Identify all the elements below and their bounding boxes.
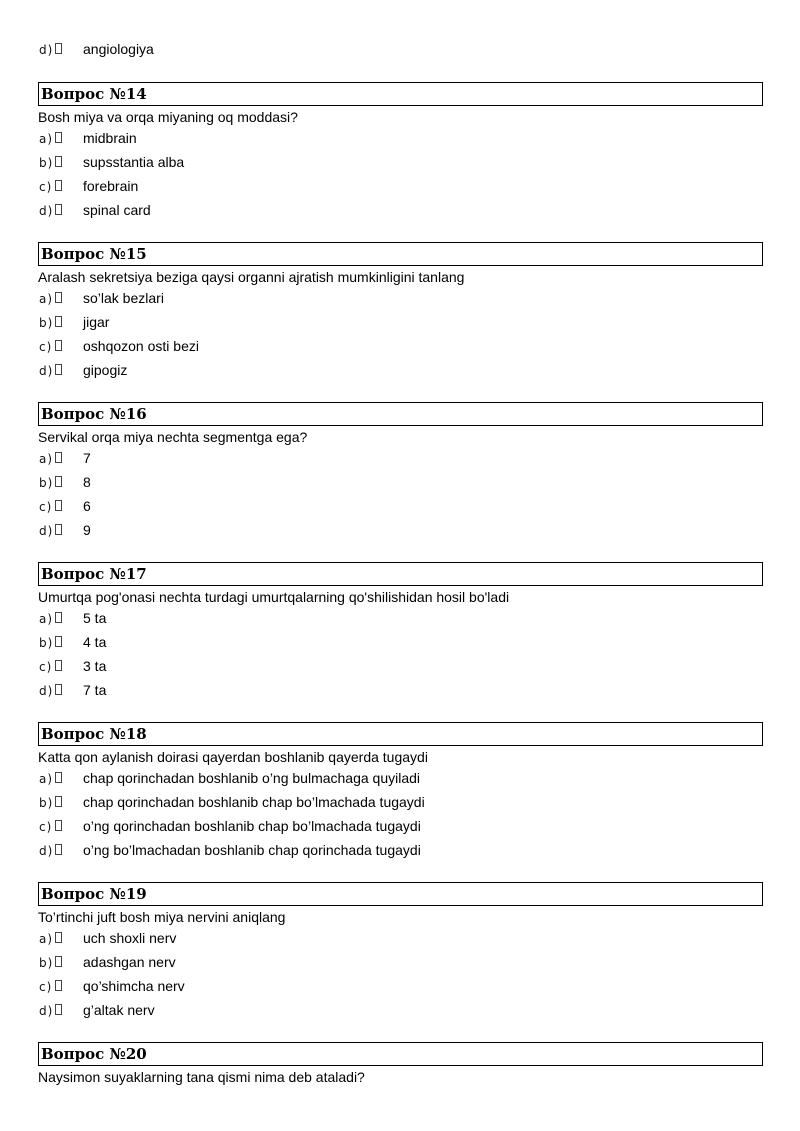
- option-text: supsstantia alba: [83, 154, 185, 170]
- checkbox-icon[interactable]: [55, 292, 62, 303]
- question-header: [38, 882, 763, 906]
- option-text: o’ng qorinchadan boshlanib chap bo’lmachada tugaydi: [83, 818, 421, 834]
- option-text: 5 ta: [83, 610, 107, 626]
- checkbox-icon[interactable]: [55, 956, 62, 967]
- option-text: gipogiz: [83, 362, 128, 378]
- question-title: Вопрос №16: [41, 405, 147, 423]
- question-text: Umurtqa pog'onasi nechta turdagi umurtqalarning qo'shilishidan hosil bo'ladi: [38, 589, 510, 605]
- question-title: Вопрос №15: [41, 245, 147, 263]
- checkbox-icon[interactable]: [55, 772, 62, 783]
- question-text: To’rtinchi juft bosh miya nervini aniqlang: [38, 909, 286, 925]
- option-letter: c): [39, 180, 53, 194]
- question-text: Servikal orqa miya nechta segmentga ega?: [38, 429, 308, 445]
- checkbox-icon[interactable]: [55, 660, 62, 671]
- checkbox-icon[interactable]: [55, 636, 62, 647]
- question-header: [38, 402, 763, 426]
- option-text: spinal card: [83, 202, 151, 218]
- option-text: chap qorinchadan boshlanib o’ng bulmachaga quyiladi: [83, 770, 421, 786]
- checkbox-icon[interactable]: [55, 340, 62, 351]
- option-text: 8: [83, 474, 91, 490]
- question-text: Aralash sekretsiya beziga qaysi organni ajratish mumkinligini tanlang: [38, 269, 465, 285]
- question-title: Вопрос №20: [41, 1045, 147, 1063]
- checkbox-icon[interactable]: [55, 364, 62, 375]
- question-title: Вопрос №17: [41, 565, 147, 583]
- option-text: 7: [83, 450, 91, 466]
- option-letter: b): [39, 476, 54, 490]
- option-text: 7 ta: [83, 682, 107, 698]
- question-header: [38, 1042, 763, 1066]
- option-letter: c): [39, 820, 53, 834]
- option-text: oshqozon osti bezi: [83, 338, 199, 354]
- option-letter: b): [39, 316, 54, 330]
- option-letter: d): [39, 204, 54, 218]
- option-letter: d): [39, 364, 54, 378]
- question-text: Naysimon suyaklarning tana qismi nima deb ataladi?: [38, 1069, 365, 1085]
- checkbox-icon[interactable]: [55, 820, 62, 831]
- checkbox-icon[interactable]: [55, 844, 62, 855]
- option-letter: d): [39, 1004, 54, 1018]
- option-text: 9: [83, 522, 91, 538]
- checkbox-icon[interactable]: [55, 452, 62, 463]
- option-letter: b): [39, 796, 54, 810]
- option-letter: d): [39, 684, 54, 698]
- question-header: [38, 722, 763, 746]
- checkbox-icon[interactable]: [55, 524, 62, 535]
- question-text: Katta qon aylanish doirasi qayerdan boshlanib qayerda tugaydi: [38, 749, 428, 765]
- option-text: forebrain: [83, 178, 139, 194]
- checkbox-icon[interactable]: [55, 204, 62, 215]
- question-title: Вопрос №18: [41, 725, 147, 743]
- option-text: g’altak nerv: [83, 1002, 155, 1018]
- option-text: 4 ta: [83, 634, 107, 650]
- option-letter: c): [39, 340, 53, 354]
- option-letter: d): [39, 524, 54, 538]
- option-letter: b): [39, 156, 54, 170]
- checkbox-icon[interactable]: [55, 156, 62, 167]
- option-text: adashgan nerv: [83, 954, 176, 970]
- option-letter: c): [39, 660, 53, 674]
- question-header: [38, 562, 763, 586]
- checkbox-icon[interactable]: [55, 932, 62, 943]
- option-letter: c): [39, 500, 53, 514]
- option-letter: b): [39, 636, 54, 650]
- option-text: qo’shimcha nerv: [83, 978, 185, 994]
- option-text: midbrain: [83, 130, 137, 146]
- checkbox-icon[interactable]: [55, 43, 62, 54]
- checkbox-icon[interactable]: [55, 796, 62, 807]
- checkbox-icon[interactable]: [55, 612, 62, 623]
- option-letter: a): [39, 452, 54, 466]
- question-title: Вопрос №19: [41, 885, 147, 903]
- option-text: angiologiya: [83, 41, 154, 57]
- checkbox-icon[interactable]: [55, 316, 62, 327]
- checkbox-icon[interactable]: [55, 1004, 62, 1015]
- checkbox-icon[interactable]: [55, 980, 62, 991]
- option-letter: a): [39, 292, 54, 306]
- checkbox-icon[interactable]: [55, 476, 62, 487]
- checkbox-icon[interactable]: [55, 684, 62, 695]
- option-letter: d): [39, 43, 54, 57]
- option-text: uch shoxli nerv: [83, 930, 177, 946]
- checkbox-icon[interactable]: [55, 500, 62, 511]
- option-text: jigar: [83, 314, 110, 330]
- checkbox-icon[interactable]: [55, 180, 62, 191]
- option-text: 3 ta: [83, 658, 107, 674]
- option-letter: c): [39, 980, 53, 994]
- option-letter: b): [39, 956, 54, 970]
- option-letter: d): [39, 844, 54, 858]
- checkbox-icon[interactable]: [55, 132, 62, 143]
- question-title: Вопрос №14: [41, 85, 147, 103]
- question-header: [38, 242, 763, 266]
- question-header: [38, 82, 763, 106]
- option-letter: a): [39, 932, 54, 946]
- option-text: 6: [83, 498, 91, 514]
- option-letter: a): [39, 132, 54, 146]
- option-letter: a): [39, 772, 54, 786]
- option-text: o’ng bo’lmachadan boshlanib chap qorinchada tugaydi: [83, 842, 421, 858]
- option-text: chap qorinchadan boshlanib chap bo’lmachada tugaydi: [83, 794, 425, 810]
- option-text: so’lak bezlari: [83, 290, 164, 306]
- option-letter: a): [39, 612, 54, 626]
- question-text: Bosh miya va orqa miyaning oq moddasi?: [38, 109, 298, 125]
